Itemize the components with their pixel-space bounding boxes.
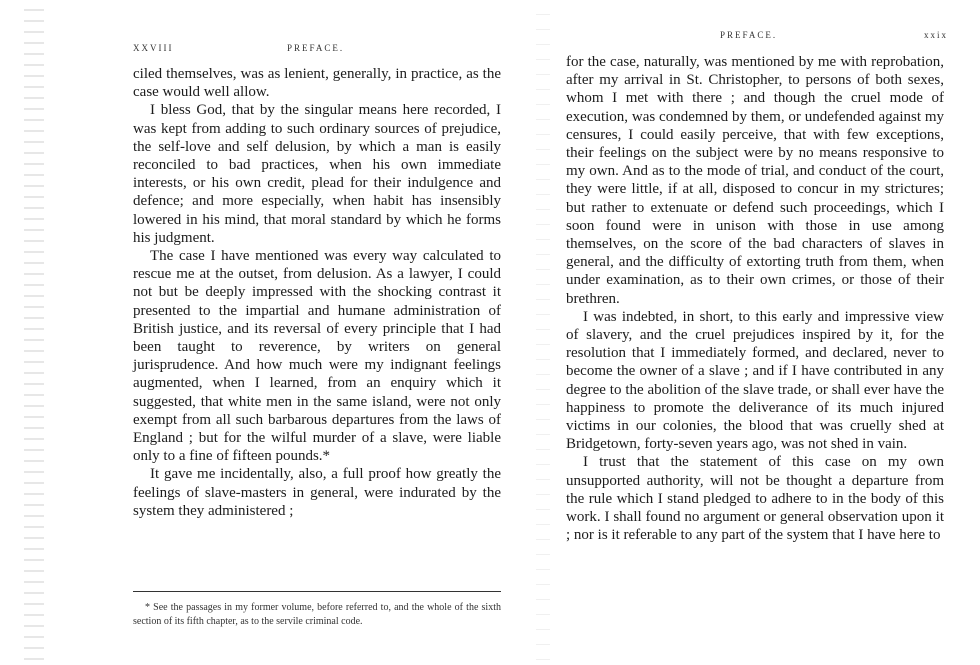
paragraph: ciled themselves, was as lenient, generally, in practice, as the case would well allow.: [133, 66, 501, 101]
right-body-text: [566, 53, 944, 544]
left-body-text: [133, 65, 501, 520]
paragraph: I bless God, that by the singular means here recorded, I was kept from adding to such ordinary sources of prejudice, the self-love and self delusion, by which a man is easily reconciled to bad practices, when his own immediate interests, or his own credit, plead for their indulgence and defence; and more especially, when habit has insensibly lowered in his mind, that moral standard by which he forms his judgment.: [133, 102, 501, 246]
footnote-rule: [133, 591, 501, 592]
left-page: [133, 0, 501, 665]
right-page: [566, 0, 948, 665]
left-page-number: XXVIII: [133, 43, 174, 53]
paragraph: for the case, naturally, was mentioned by me with reprobation, after my arrival in St. Christopher, to persons of both sexes, whom I met with there ; and though the cruel mode of execution, was condemned by them, or undefended against my censures, I could easily perceive, that with few exceptions, their feelings on the subject were by no means responsive to my own. And as to the mode of trial, and conduct of the court, they were little, if at all, disposed to concur in my strictures; but rather to extenuate or defend such proceedings, which I soon found were in unison with those in use among themselves, on the score of the bad characters of slaves in general, and the difficulty of extorting truth from them, when under examination, as to their own crimes, or those of their brethren.: [566, 54, 944, 307]
paragraph: I was indebted, in short, to this early and impressive view of slavery, and the cruel prejudices inspired by it, for the resolution that I immediately formed, and declared, never to become the owner of a slave ; and if I have contributed in any degree to the abolition of the slave trade, or shall ever have the happiness to promote the deliverance of its much injured victims in our colonies, the blood that was cruelly shed at Bridgetown, forty-seven years ago, was not shed in vain.: [566, 308, 944, 453]
right-page-number: xxix: [923, 30, 948, 40]
paragraph: It gave me incidentally, also, a full proof how greatly the feelings of slave-masters in general, were indurated by the system they administered ;: [133, 466, 501, 519]
scan-gutter-center: [536, 0, 550, 665]
paragraph: I trust that the statement of this case on my own unsupported authority, will not be thought a departure from the rule which I stand pledged to adhere to in the body of this work. I shall found no argument or general observation upon it ; nor is it referable to any part of the system that I have here to: [566, 454, 944, 544]
left-running-title: PREFACE.: [287, 43, 345, 53]
footnote: * See the passages in my former volume, before referred to, and the whole of the sixth section of its fifth chapter, as to the servile criminal code.: [133, 602, 501, 627]
right-running-title: PREFACE.: [720, 30, 778, 40]
paragraph: The case I have mentioned was every way calculated to rescue me at the outset, from delusion. As a lawyer, I could not but be deeply impressed with the shocking contrast it presented to the impartial and humane administration of British justice, and its reversal of every principle that I had been taught to reverence, by writers on general jurisprudence. And how much were my indignant feelings augmented, when I learned, from an enquiry which it suggested, that white men in the same island, were not only exempt from all such barbarous departures from the laws of England ; but for the wilful murder of a slave, were liable only to a fine of fifteen pounds.*: [133, 248, 501, 465]
scan-gutter-left: [24, 0, 44, 665]
